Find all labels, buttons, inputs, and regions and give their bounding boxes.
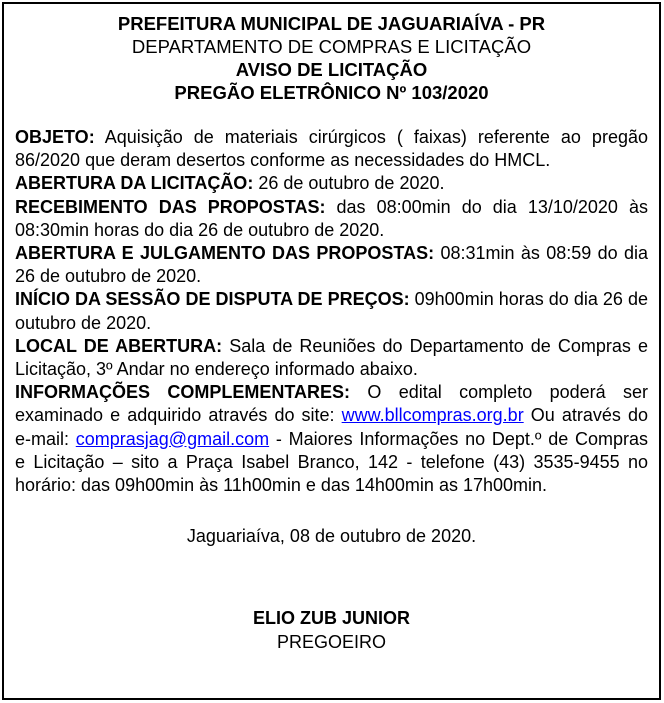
item-label: INÍCIO DA SESSÃO DE DISPUTA DE PREÇOS: [15,289,410,310]
item-label: LOCAL DE ABERTURA: [15,335,223,356]
notice-header [15,12,648,104]
item-text: das 08:00min do dia 13/10/2020 às 08:30min horas do dia 26 de outubro de 2020. [15,196,648,240]
item-text: Ou através do e-mail: [15,405,648,449]
date-line: Jaguariaíva, 08 de outubro de 2020. [186,526,477,547]
signature-name: ELIO ZUB JUNIOR [252,608,410,629]
notice-item-objeto [15,126,648,172]
notice-item-inicio-sessao [15,288,648,334]
department-line: DEPARTAMENTO DE COMPRAS E LICITAÇÃO [131,36,532,57]
signature-block [15,606,648,654]
item-text: Aquisição de materiais cirúrgicos ( faixas) referente ao pregão 86/2020 que deram desertos conforme as necessidades do HMCL. [15,127,648,171]
org-title: PREFEITURA MUNICIPAL DE JAGUARIAÍVA - PR [117,13,546,34]
email-link[interactable]: comprasjag@gmail.com [75,428,270,449]
item-label: ABERTURA E JULGAMENTO DAS PROPOSTAS: [15,243,435,264]
item-label: ABERTURA DA LICITAÇÃO: [15,173,254,194]
notice-document [2,2,661,700]
signature-role: PREGOEIRO [276,632,387,653]
item-label: INFORMAÇÕES COMPLEMENTARES: [15,382,351,403]
item-text: 08:31min às 08:59 do dia 26 de outubro de 2020. [15,243,648,287]
auction-number-title: PREGÃO ELETRÔNICO Nº 103/2020 [174,82,489,103]
item-text: 26 de outubro de 2020. [258,173,445,194]
item-text: - Maiores Informações no Dept.º de Compras e Licitação – sito a Praça Isabel Branco, 142 - telefone (43) 3535-9455 no horário: das 09h00min às 11h00min e das 14h00min as 17h00min. [15,428,648,496]
item-label: RECEBIMENTO DAS PROPOSTAS: [15,196,326,217]
item-text: Sala de Reuniões do Departamento de Compras e Licitação, 3º Andar no endereço informado abaixo. [15,335,648,380]
item-label: OBJETO: [15,127,95,147]
notice-type-title: AVISO DE LICITAÇÃO [235,59,428,80]
site-link[interactable]: www.bllcompras.org.br [341,405,524,426]
notice-item-abertura-julgamento [15,242,648,288]
notice-body [15,126,648,497]
notice-item-informacoes-complementares [15,381,648,497]
notice-item-local-abertura [15,335,648,381]
item-text: 09h00min horas do dia 26 de outubro de 2020. [15,289,648,333]
notice-item-abertura-licitacao [15,172,648,195]
notice-item-recebimento-propostas [15,196,648,242]
item-text: O edital completo poderá ser examinado e adquirido através do site: [15,382,648,426]
